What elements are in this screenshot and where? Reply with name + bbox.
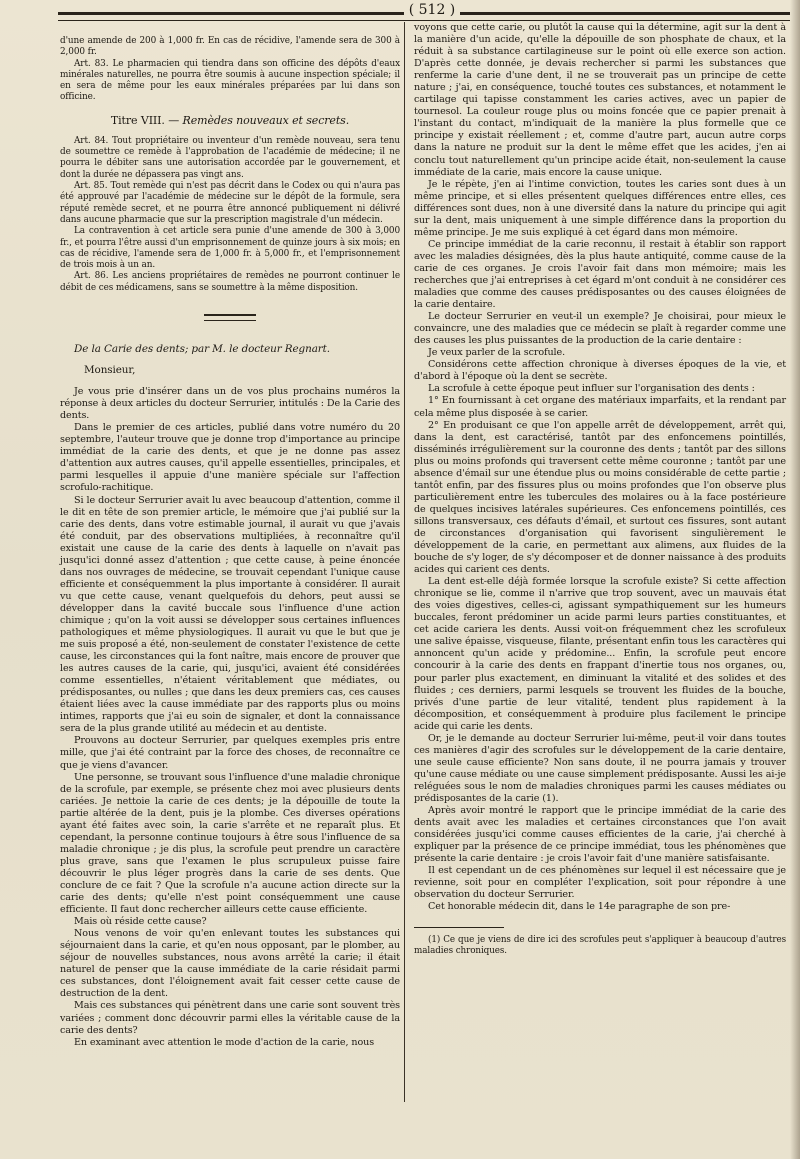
paragraph: Une personne, se trouvant sous l'influence d'une maladie chronique de la scrofule, par exemple, se présente chez moi avec plusieurs dents cariées. Je nettoie la carie de ces dents; je la dépouille de toute la partie altérée de la dent, puis je la plombe. Ces diverses opérations ayant été faites avec soin, la carie s'arrête et ne reparaît plus. Et cependant, la personne continue toujours à être sous l'influence de sa maladie chronique ; je dis plus, la scrofule peut prendre un caractère plus grave, sans que l'examen le plus scrupuleux puisse faire découvrir le plus léger progrès dans la carie de ses dents. Que conclure de ce fait ? Que la scrofule n'a aucune action directe sur la carie des dents; qu'elle n'est point conséquemment une cause efficiente. Il faut donc rechercher ailleurs cette cause efficiente. bbox=[60, 771, 400, 916]
paragraph: En examinant avec attention le mode d'action de la carie, nous bbox=[74, 1036, 375, 1048]
footnote-rule bbox=[414, 927, 504, 928]
paragraph: Ce principe immédiat de la carie reconnu, il restait à établir son rapport avec les maladies désignées, dès la plus haute antiquité, comme cause de la carie de ces organes. Je crois l'avoir fait dans mon mémoire; mais les recherches que j'ai entreprises à cet égard m'ont conduit à ne considérer ces maladies que comme des causes prédisposantes ou des causes éloignées de la carie dentaire. bbox=[414, 238, 786, 311]
paragraph: voyons que cette carie, ou plutôt la cause qui la détermine, agit sur la dent à la manière d'un acide, qu'elle la dépouille de son phosphate de chaux, et la réduit à sa substance cartilagineuse sur le point où elle exerce son action. D'après cette donnée, je devais rechercher si parmi les substances que renferme la carie d'une dent, il ne se trouverait pas un principe de cette nature ; j'ai, en conséquence, touché toutes ces substances, et notamment le cartilage qui tapisse constamment les caries actives, avec un papier de tournesol. La couleur rouge plus ou moins foncée que ce papier prenait à l'instant du contact, m'indiquait de la manière la plus formelle que ce principe y existait réellement ; et, comme d'autre part, aucun autre corps dans la nature ne produit sur la dent le même effet que les acides, j'en ai conclu tout naturellement qu'un principe acide était, non-seulement la cause immédiate de la carie, mais encore la cause unique. bbox=[414, 22, 786, 178]
paragraph: Après avoir montré le rapport que le principe immédiat de la carie des dents avait avec les maladies et certaines circonstances que l'on avait considérées jusqu'ici comme causes efficientes de la carie, j'ai cherché à expliquer par la présence de ce principe immédiat, tous les phénomènes que présente la carie dentaire : je crois l'avoir fait d'une manière satisfaisante. bbox=[414, 805, 786, 865]
paragraph: Nous venons de voir qu'en enlevant toutes les substances qui séjournaient dans la carie, et qu'en nous opposant, par le plomber, au séjour de nouvelles substances, nous avons arrêté la carie; il était naturel de penser que la cause immédiate de la carie résidait parmi ces substances, dont l'éloignement avait fait cesser cette cause de destruction de la dent. bbox=[60, 928, 400, 1000]
article-title: De la Carie des dents; par M. le docteur Regnart. bbox=[74, 342, 330, 355]
paragraph: Art. 85. Tout remède qui n'est pas décrit dans le Codex ou qui n'aura pas été approuvé par l'académie de médecine sur le dépôt de la formule, sera réputé remède secret, et ne pourra être annoncé publiquement ni délivré dans aucune pharmacie que sur la prescription magistrale d'un médecin. bbox=[60, 181, 400, 225]
article-body-left bbox=[60, 386, 400, 1049]
paragraph: Considérons cette affection chronique à diverses époques de la vie, et d'abord à l'époque où la dent se secrète. bbox=[414, 359, 786, 383]
paragraph: Cet honorable médecin dit, dans le 14e paragraphe de son pre- bbox=[428, 901, 731, 913]
section-title bbox=[60, 115, 400, 127]
law-articles bbox=[60, 136, 400, 294]
paragraph: Art. 83. Le pharmacien qui tiendra dans son officine des dépôts d'eaux minérales naturelles, ne pourra être soumis à aucune inspection spéciale; il en sera de même pour les eaux minérales préparées par lui dans son officine. bbox=[60, 58, 400, 103]
paragraph: La scrofule à cette époque peut influer sur l'organisation des dents : bbox=[428, 383, 755, 395]
column-divider bbox=[404, 22, 405, 1102]
paragraph: Art. 86. Les anciens propriétaires de remèdes ne pourront continuer le débit de ces médicamens, sans se soumettre à la même disposition. bbox=[60, 271, 400, 293]
section-divider bbox=[204, 314, 256, 321]
paragraph: Prouvons au docteur Serrurier, par quelques exemples pris entre mille, que j'ai été contraint par la force des choses, de reconnaître ce que je viens d'avancer. bbox=[60, 735, 400, 771]
paragraph: Je le répète, j'en ai l'intime conviction, toutes les caries sont dues à un même principe, et si elles présentent quelques différences entre elles, ces différences sont dues, non à une diversité dans la nature du principe qui agit sur la dent, mais uniquement à une simple différence dans la proportion du même principe. Je me suis expliqué à cet égard dans mon mémoire. bbox=[414, 178, 786, 238]
paragraph: Si le docteur Serrurier avait lu avec beaucoup d'attention, comme il le dit en tête de son premier article, le mémoire que j'ai publié sur la carie des dents, dans votre estimable journal, il aurait vu que j'avais été conduit, par des observations multipliées, à reconnaître qu'il existait une cause de la carie des dents à laquelle on n'avait pas jusqu'ici donné assez d'attention ; que cette cause, à peine énoncée dans nos ouvrages de médecine, se trouvait cependant l'unique cause efficiente et conséquemment la plus importante à considérer. Il aurait vu que cette cause, venant quelquefois du dehors, peut aussi se développer dans la cavité buccale sous l'influence d'une action chimique ; qu'on la voit aussi se développer sous certaines influences pathologiques et même physiologiques. Il aurait vu que le but que je me suis proposé a été, non-seulement de constater l'existence de cette cause, les circonstances qui la font naître, mais encore de prouver que les autres causes de la carie, qui, jusqu'ici, avaient été considérées comme essentielles, n'étaient véritablement que médiates, ou prédisposantes, ou nulles ; que dans les deux premiers cas, ces causes étaient liées avec la cause immédiate par des rapports plus ou moins intimes, rapports que j'ai eu soin de signaler, et dont la connaissance sera de la plus grande utilité au médecin et au dentiste. bbox=[60, 494, 400, 735]
left-column bbox=[60, 36, 400, 1049]
page-number: ( 512 ) bbox=[404, 0, 460, 20]
paragraph: Le docteur Serrurier en veut-il un exemple? Je choisirai, pour mieux le convaincre, une des maladies que ce médecin se plaît à regarder comme une des causes les plus puissantes de la production de la carie dentaire : bbox=[414, 311, 786, 347]
paragraph: Je veux parler de la scrofule. bbox=[428, 347, 566, 359]
paragraph: d'une amende de 200 à 1,000 fr. En cas de récidive, l'amende sera de 300 à 2,000 fr. bbox=[60, 36, 400, 58]
paragraph: Mais ces substances qui pénètrent dans une carie sont souvent très variées ; comment donc découvrir parmi elles la véritable cause de la carie des dents? bbox=[60, 1000, 400, 1036]
salutation: Monsieur, bbox=[84, 364, 136, 377]
top-articles bbox=[60, 36, 400, 104]
binding-shadow bbox=[790, 0, 800, 1159]
right-column bbox=[414, 22, 786, 957]
paragraph: Dans le premier de ces articles, publié dans votre numéro du 20 septembre, l'auteur trouve que je donne trop d'importance au principe immédiat de la carie des dents, et que je ne donne pas assez d'attention aux autres causes, qu'il appelle essentielles, principales, et parmi lesquelles il appuie d'une manière spéciale sur l'affection scrofulo-rachitique. bbox=[60, 422, 400, 494]
paragraph: Art. 84. Tout propriétaire ou inventeur d'un remède nouveau, sera tenu de soumettre ce remède à l'approbation de l'académie de médecine; il ne pourra le débiter sans une autorisation accordée par le gouvernement, et dont la durée ne dépassera pas vingt ans. bbox=[60, 135, 400, 180]
paragraph: La dent est-elle déjà formée lorsque la scrofule existe? Si cette affection chronique se lie, comme il n'arrive que trop souvent, avec un mauvais état des voies digestives, celles-ci, agissant sympathiquement sur les humeurs buccales, feront prédominer un acide parmi leurs parties constituantes, et cet acide cariera les dents. Aussi voit-on fréquemment chez les scrofuleux une salive épaisse, visqueuse, filante, présentant enfin tous les caractères qui annoncent qu'un acide y prédomine... Enfin, la scrofule peut encore concourir à la carie des dents en frappant d'inertie tous nos organes, ou, pour parler plus exactement, en diminuant la vitalité et des solides et des fluides ; ces derniers, parmi lesquels se trouvent les fluides de la bouche, privés d'une partie de leur vitalité, tendent plus rapidement à la décomposition, et conséquemment à produire plus facilement le principe acide qui carie les dents. bbox=[414, 576, 786, 732]
section-title-subject: Remèdes nouveaux et secrets. bbox=[182, 113, 350, 127]
section-title-number: Titre VIII. — bbox=[110, 113, 180, 127]
paragraph: Mais où réside cette cause? bbox=[74, 916, 207, 928]
paragraph: Il est cependant un de ces phénomènes sur lequel il est nécessaire que je revienne, soit pour en compléter l'explication, soit pour répondre à une observation du docteur Serrurier. bbox=[414, 865, 786, 901]
footnote: (1) Ce que je viens de dire ici des scrofules peut s'appliquer à beaucoup d'autres maladies chroniques. bbox=[414, 935, 786, 957]
paragraph: La contravention à cet article sera punie d'une amende de 300 à 3,000 fr., et pourra l'être aussi d'un emprisonnement de quinze jours à six mois; en cas de récidive, l'amende sera de 1,000 fr. à 5,000 fr., et l'emprisonnement de trois mois à un an. bbox=[60, 226, 400, 271]
paragraph: Je vous prie d'insérer dans un de vos plus prochains numéros la réponse à deux articles du docteur Serrurier, intitulés : De la Carie des dents. bbox=[60, 386, 400, 422]
paragraph: 1° En fournissant à cet organe des matériaux imparfaits, et la rendant par cela même plus disposée à se carier. bbox=[414, 395, 786, 419]
paragraph: Or, je le demande au docteur Serrurier lui-même, peut-il voir dans toutes ces manières d'agir des scrofules sur le développement de la carie dentaire, une seule cause efficiente? Non sans doute, il ne pourra jamais y trouver qu'une cause médiate ou une cause simplement prédisposante. Aussi les ai-je reléguées sous le nom de maladies chroniques parmi les causes médiates ou prédisposantes de la carie (1). bbox=[414, 732, 786, 804]
paragraph: 2° En produisant ce que l'on appelle arrêt de développement, arrêt qui, dans la dent, est caractérisé, tantôt par des enfoncemens pointillés, disséminés irrégulièrement sur la couronne des dents ; tantôt par des sillons plus ou moins profonds qui traversent cette même couronne ; tantôt par une absence d'émail sur une étendue plus ou moins considérable de cette partie ; tantôt enfin, par des fissures plus ou moins profondes que l'on observe plus particulièrement entre les tubercules des molaires ou à la face postérieure de quelques incisives latérales supérieures. Ces enfoncemens pointillés, ces sillons transversaux, ces défauts d'émail, et surtout ces fissures, sont autant de circonstances d'organisation qui favorisent singulièrement le développement de la carie, en permettant aux alimens, aux fluides de la bouche de s'y loger, de s'y décomposer et de donner naissance à des produits acides qui carient ces dents. bbox=[414, 419, 786, 576]
